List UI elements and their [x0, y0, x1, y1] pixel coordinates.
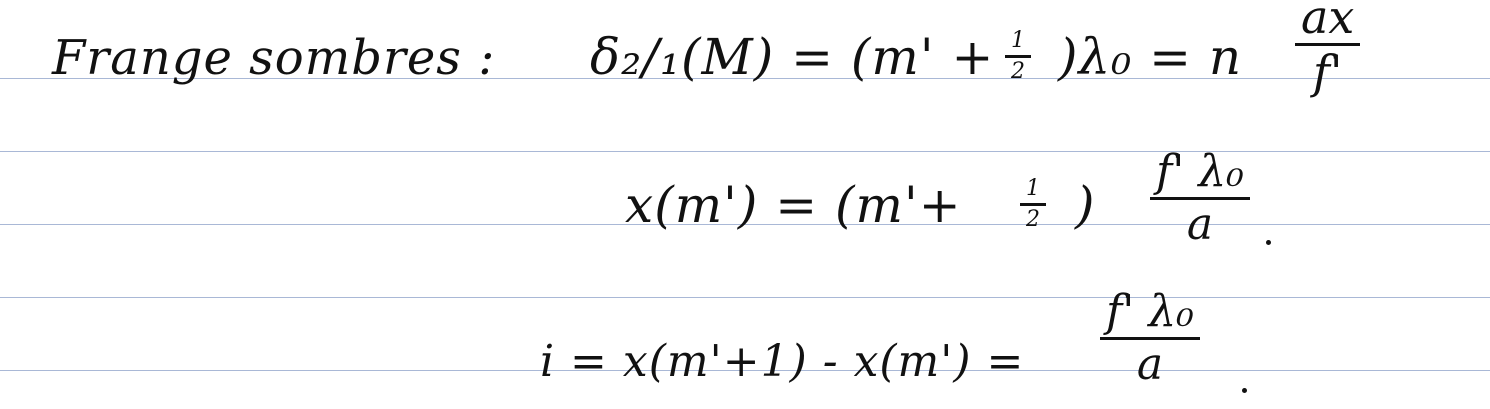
position-formula-lhs: x(m') = (m'+ [625, 176, 962, 234]
ruled-line [0, 297, 1490, 298]
position-formula-close: ) [1075, 176, 1096, 234]
path-difference-mid: )λ₀ = n [1058, 28, 1243, 86]
half-fraction-1: 1 2 [1005, 30, 1031, 83]
dark-fringes-label: Frange sombres : [52, 30, 496, 86]
period-dot [1242, 388, 1247, 393]
fringe-spacing-lhs: i = x(m'+1) - x(m') = [540, 336, 1025, 387]
path-difference-lhs: δ₂/₁(M) = (m' + [590, 28, 995, 86]
f-lambda-over-a-fraction-2: f' λ₀ a [1100, 290, 1200, 387]
ruled-line [0, 151, 1490, 152]
ax-over-f-fraction: ax f' [1295, 0, 1360, 95]
period-dot [1266, 240, 1271, 245]
half-fraction-2: 1 2 [1020, 178, 1046, 231]
f-lambda-over-a-fraction-1: f' λ₀ a [1150, 150, 1250, 247]
